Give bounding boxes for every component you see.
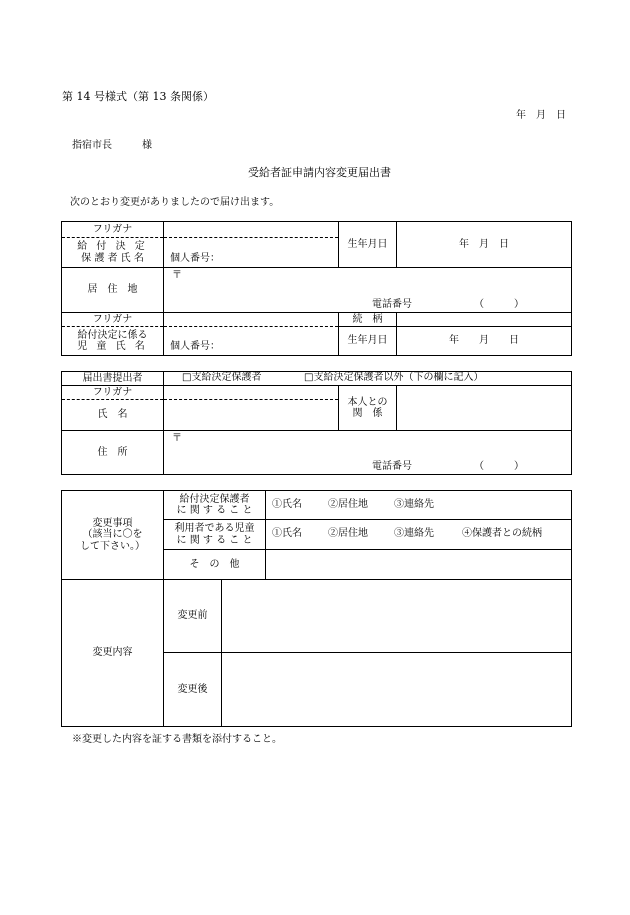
kojin-bango-label: 個人番号： (170, 252, 220, 264)
submitter-option-other[interactable]: □支給決定保護者以外（下の欄に記入） (304, 372, 484, 383)
submitter-address-label: 住 所 (62, 431, 164, 475)
child-option-address[interactable]: ②居住地 (328, 528, 368, 539)
submitter-phone-paren: （ ） (474, 460, 524, 472)
postal-mark: 〒 (172, 270, 182, 281)
address-label: 居 住 地 (62, 268, 164, 313)
submitter-options (164, 372, 572, 386)
relation-label: 続 柄 (339, 313, 397, 327)
relation-field[interactable] (397, 313, 572, 327)
guardian-related-options (266, 491, 572, 520)
addressee: 指宿市長 様 (72, 140, 152, 151)
other-label: そ の 他 (164, 550, 266, 580)
phone-paren: （ ） (474, 298, 524, 310)
change-items-table (61, 490, 572, 727)
guardian-name-label: 給 付 決 定 保 護 者 氏 名 (62, 238, 164, 268)
address-field[interactable] (164, 268, 572, 313)
document-title: 受給者証申請内容変更届出書 (248, 166, 391, 179)
furigana-label: フリガナ (62, 222, 164, 238)
birthdate2-label: 生年月日 (339, 327, 397, 356)
submitter-phone-label: 電話番号 (372, 460, 412, 472)
child-furigana-field[interactable] (164, 313, 339, 327)
other-field[interactable] (266, 550, 572, 580)
submitter-name-label: 氏 名 (62, 400, 164, 431)
guardian-option-name[interactable]: ①氏名 (272, 499, 302, 510)
child-related-label: 利用者である児童 に 関 す る こ と (164, 520, 266, 550)
guardian-furigana-field[interactable] (164, 222, 339, 238)
child-option-relation[interactable]: ④保護者との続柄 (462, 528, 542, 539)
guardian-child-table (61, 221, 572, 356)
submitter-postal-mark: 〒 (172, 433, 182, 444)
guardian-related-label: 給付決定保護者 に 関 す る こ と (164, 491, 266, 520)
submitter-relation-field[interactable] (397, 386, 572, 431)
kojin-bango2-label: 個人番号： (170, 340, 220, 352)
furigana2-label: フリガナ (62, 313, 164, 327)
guardian-option-contact[interactable]: ③連絡先 (394, 499, 434, 510)
submitter-name-field[interactable] (164, 400, 339, 431)
child-related-options (266, 520, 572, 550)
submitter-address-field[interactable] (164, 431, 572, 475)
form-number: 第 14 号様式（第 13 条関係） (62, 90, 214, 103)
intro-text: 次のとおり変更がありましたので届け出ます。 (70, 197, 280, 208)
birthdate-field[interactable]: 年 月 日 (397, 222, 572, 268)
phone-label: 電話番号 (372, 298, 412, 310)
child-option-name[interactable]: ①氏名 (272, 528, 302, 539)
submitter-furigana-label: フリガナ (62, 386, 164, 400)
footer-note: ※変更した内容を証する書類を添付すること。 (72, 734, 282, 745)
child-option-contact[interactable]: ③連絡先 (394, 528, 434, 539)
guardian-name-field[interactable] (164, 238, 339, 268)
birthdate2-field[interactable]: 年 月 日 (397, 327, 572, 356)
change-content-label: 変更内容 (62, 580, 164, 727)
child-name-label: 給付決定に係る 児 童 氏 名 (62, 327, 164, 356)
before-label: 変更前 (164, 580, 222, 653)
submitter-option-guardian[interactable]: □支給決定保護者 (182, 372, 262, 383)
guardian-option-address[interactable]: ②居住地 (328, 499, 368, 510)
birthdate-label: 生年月日 (339, 222, 397, 268)
after-label: 変更後 (164, 653, 222, 727)
child-name-field[interactable] (164, 327, 339, 356)
change-item-label: 変更事項 （該当に〇を して下さい。） (62, 491, 164, 580)
after-field[interactable] (222, 653, 572, 727)
submitter-relation-label: 本人との 関 係 (339, 386, 397, 431)
submitter-furigana-field[interactable] (164, 386, 339, 400)
submitter-table (61, 371, 572, 475)
before-field[interactable] (222, 580, 572, 653)
submitter-label: 届出書提出者 (62, 372, 164, 386)
date-field: 年 月 日 (516, 110, 566, 121)
